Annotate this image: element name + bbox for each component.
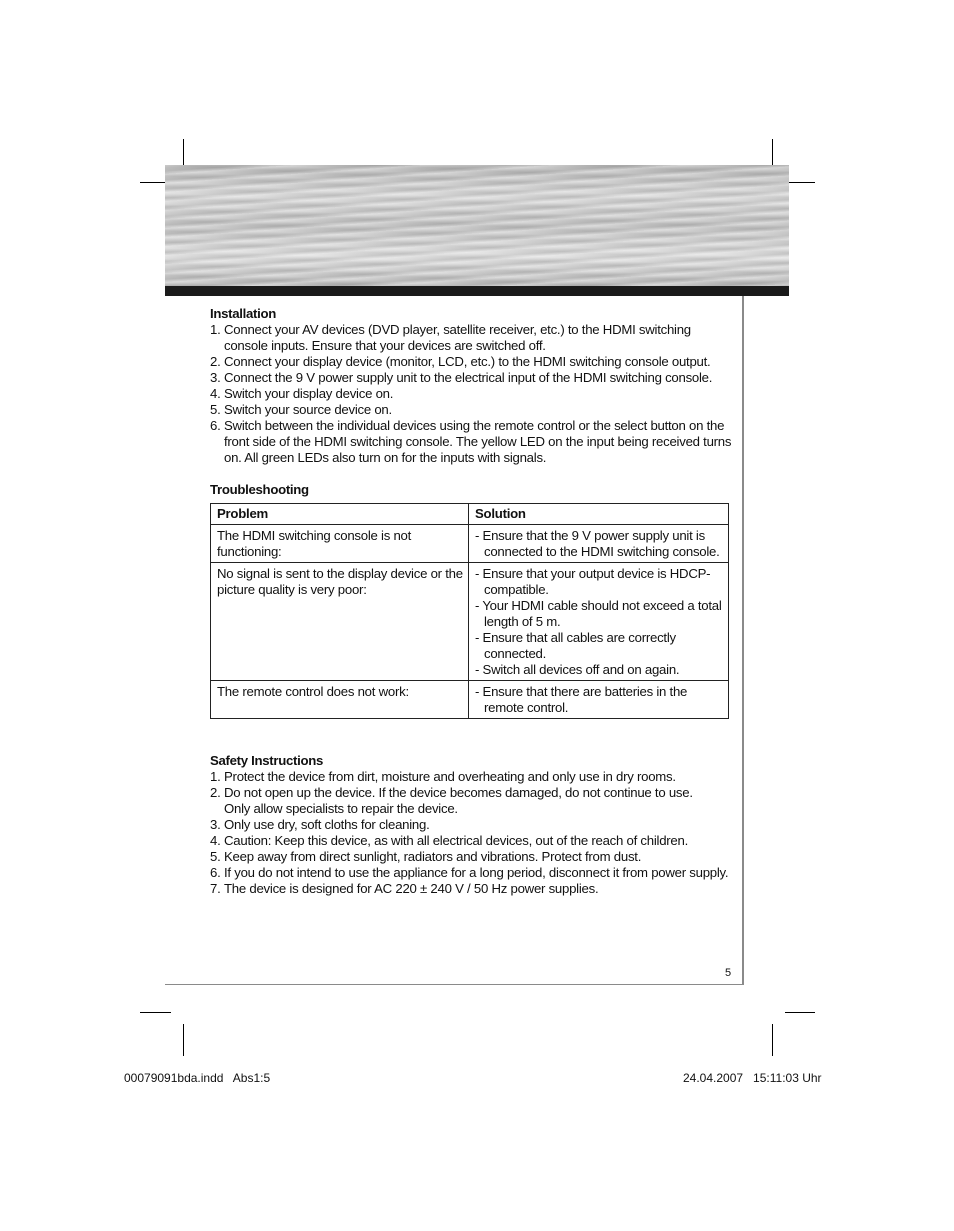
list-item: 6. If you do not intend to use the appliance for a long period, disconnect it from power supply. [210,865,729,880]
solution-cell [469,681,729,719]
header-rule [165,286,789,296]
crop-mark [785,1012,815,1013]
solution-item: - Ensure that all cables are correctly connected. [475,630,676,661]
list-item: 4. Caution: Keep this device, as with all electrical devices, out of the reach of children. [210,833,688,848]
solution-item: - Ensure that the 9 V power supply unit is connected to the HDMI switching console. [475,528,720,559]
main-content [210,306,732,897]
table-row [211,563,729,681]
crop-mark [785,182,815,183]
crop-mark [772,1024,773,1056]
table-header-row [211,504,729,525]
problem-cell: The HDMI switching console is not functioning: [211,525,469,563]
solution-cell [469,563,729,681]
table-row [211,681,729,719]
list-item: 5. Switch your source device on. [210,402,392,417]
problem-cell: The remote control does not work: [211,681,469,719]
troubleshooting-title: Troubleshooting [210,482,309,497]
safety-list [210,769,732,897]
problem-cell: No signal is sent to the display device or the picture quality is very poor: [211,563,469,681]
list-item: 3. Connect the 9 V power supply unit to the electrical input of the HDMI switching console. [210,370,713,385]
solution-item: - Ensure that there are batteries in the remote control. [475,684,688,715]
list-item: 1. Connect your AV devices (DVD player, satellite receiver, etc.) to the HDMI switching console inputs. Ensure that your devices are switched off. [210,322,691,353]
crop-mark [140,1012,171,1013]
list-item: 1. Protect the device from dirt, moisture and overheating and only use in dry rooms. [210,769,676,784]
safety-title: Safety Instructions [210,753,324,768]
solution-cell [469,525,729,563]
list-item: 3. Only use dry, soft cloths for cleaning. [210,817,430,832]
table-row [211,525,729,563]
list-item: 5. Keep away from direct sunlight, radiators and vibrations. Protect from dust. [210,849,642,864]
troubleshooting-table [210,503,729,719]
footer-timestamp: 24.04.2007 15:11:03 Uhr [683,1071,822,1085]
page-border-bottom [165,984,744,985]
header-solution: Solution [469,504,729,525]
footer-file-info: 00079091bda.indd Abs1:5 [124,1071,271,1085]
header-problem: Problem [211,504,469,525]
list-item: 7. The device is designed for AC 220 ± 240 V / 50 Hz power supplies. [210,881,599,896]
brushed-metal-header [165,165,789,286]
installation-title: Installation [210,306,277,321]
solution-item: - Switch all devices off and on again. [475,662,680,677]
list-item: 2. Connect your display device (monitor, LCD, etc.) to the HDMI switching console output. [210,354,711,369]
page-number: 5 [725,967,732,979]
list-item: 6. Switch between the individual devices using the remote control or the select button on the front side of the HDMI switching console. The yellow LED on the input being received turns on. All green LEDs also turn on for the inputs with signals. [210,418,732,465]
solution-item: - Your HDMI cable should not exceed a total length of 5 m. [475,598,722,629]
crop-mark [183,1024,184,1056]
list-item: 4. Switch your display device on. [210,386,394,401]
list-item: 2. Do not open up the device. If the device becomes damaged, do not continue to use. Only allow specialists to repair the device. [210,785,693,816]
solution-item: - Ensure that your output device is HDCP-compatible. [475,566,711,597]
installation-list [210,322,732,466]
page-border-right [742,296,744,985]
